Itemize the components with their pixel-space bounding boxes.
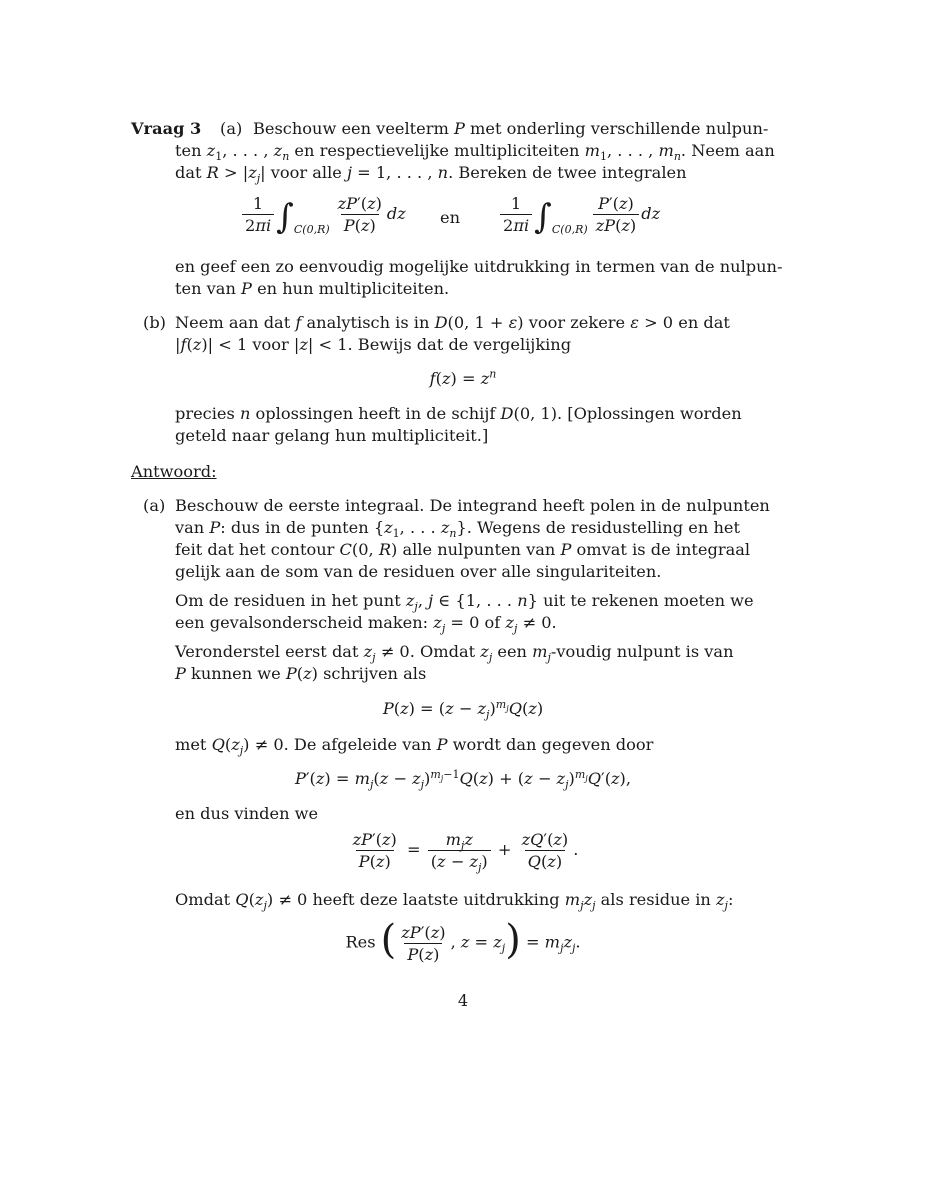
part-a-line3: dat $R > |z_j|$ voor alle j = 1, . . . , n. Bereken de twee integralen — [175, 163, 687, 186]
integral-connector: en — [440, 208, 461, 227]
answer-p1-line1: Beschouw de eerste integraal. De integrand heeft polen in de nulpunten — [175, 496, 770, 515]
part-a-line4: en geef een zo eenvoudig mogelijke uitdrukking in termen van de nulpun- — [175, 257, 783, 276]
part-b-line3: precies n oplossingen heeft in de schijf D(0, 1). [Oplossingen worden — [175, 404, 742, 423]
integral-1: $\frac{1}{2\pi i}$ $\int_{C(0,R)}$ $\frac{zP'(z)}{P(z)}$ dz — [240, 194, 406, 235]
answer-p5: en dus vinden we — [175, 804, 319, 823]
answer-p2-line1: Om de residuen in het punt $z_j$, j ∈ {1, . . . n} uit te rekenen moeten we — [175, 591, 754, 614]
part-a-line2: ten $z_1$, . . . , $z_n$ en respectievelijke multipliciteiten $m_1$, . . . , $m_n$. Neem aan — [175, 141, 775, 164]
answer-p4: met $Q(z_j) \ne 0$. De afgeleide van P wordt dan gegeven door — [175, 735, 654, 758]
answer-p1-line2: van P: dus in de punten {$z_1$, . . . $z_n$}. Wegens de residustelling en het — [175, 518, 740, 541]
part-b-label: (b) — [143, 313, 166, 332]
answer-p3-line1: Veronderstel eerst dat $z_j \ne 0$. Omdat $z_j$ een $m_j$-voudig nulpunt is van — [175, 642, 734, 665]
part-b-equation: $f(z) = z^n$ — [429, 367, 497, 388]
answer-p2-line2: een gevalsonderscheid maken: $z_j = 0$ of $z_j \ne 0$. — [175, 613, 557, 636]
part-a-line5: ten van P en hun multipliciteiten. — [175, 279, 450, 298]
part-b-line4: geteld naar gelang hun multipliciteit.] — [175, 426, 489, 445]
answer-eq3: $\frac{zP'(z)}{P(z)}$ = $\frac{m_jz}{(z - z_j)}$ + $\frac{zQ'(z)}{Q(z)}$ . — [352, 830, 579, 875]
part-a-line1: Beschouw een veelterm P met onderling verschillende nulpun- — [253, 119, 769, 138]
answer-part-a-label: (a) — [143, 496, 166, 515]
answer-p1-line3: feit dat het contour C(0, R) alle nulpunten van P omvat is de integraal — [175, 540, 751, 559]
answer-p1-line4: gelijk aan de som van de residuen over alle singulariteiten. — [175, 562, 662, 581]
answer-eq4: Res ( $\frac{zP'(z)}{P(z)}$ , $z = z_j) = m_jz_j$. — [345, 917, 581, 964]
answer-eq1: $P(z) = (z - z_j)^{m_j}Q(z)$ — [382, 697, 544, 722]
part-b-line2: |f(z)| < 1 voor |z| < 1. Bewijs dat de vergelijking — [175, 335, 572, 354]
question-title-text: Vraag 3 — [131, 119, 202, 138]
question-title — [131, 118, 201, 140]
part-a-label: (a) — [220, 119, 243, 138]
part-b-line1: Neem aan dat f analytisch is in D(0, 1 + ε) voor zekere ε > 0 en dat — [175, 313, 730, 332]
answer-p6: Omdat $Q(z_j) \ne 0$ heeft deze laatste uitdrukking $m_jz_j$ als residue in $z_j$: — [175, 890, 734, 913]
integral-2: $\frac{1}{2\pi i}$ $\int_{C(0,R)}$ $\frac{P'(z)}{zP(z)}$ dz — [498, 194, 660, 235]
page-number: 4 — [457, 991, 469, 1010]
answer-eq2: $P'(z) = m_j(z - z_j)^{m_j-1}Q(z) + (z - z_j)^{m_j}Q'(z)$, — [294, 767, 632, 792]
answer-p3-line2: P kunnen we P(z) schrijven als — [175, 664, 427, 683]
answer-heading: Antwoord: — [131, 462, 217, 481]
